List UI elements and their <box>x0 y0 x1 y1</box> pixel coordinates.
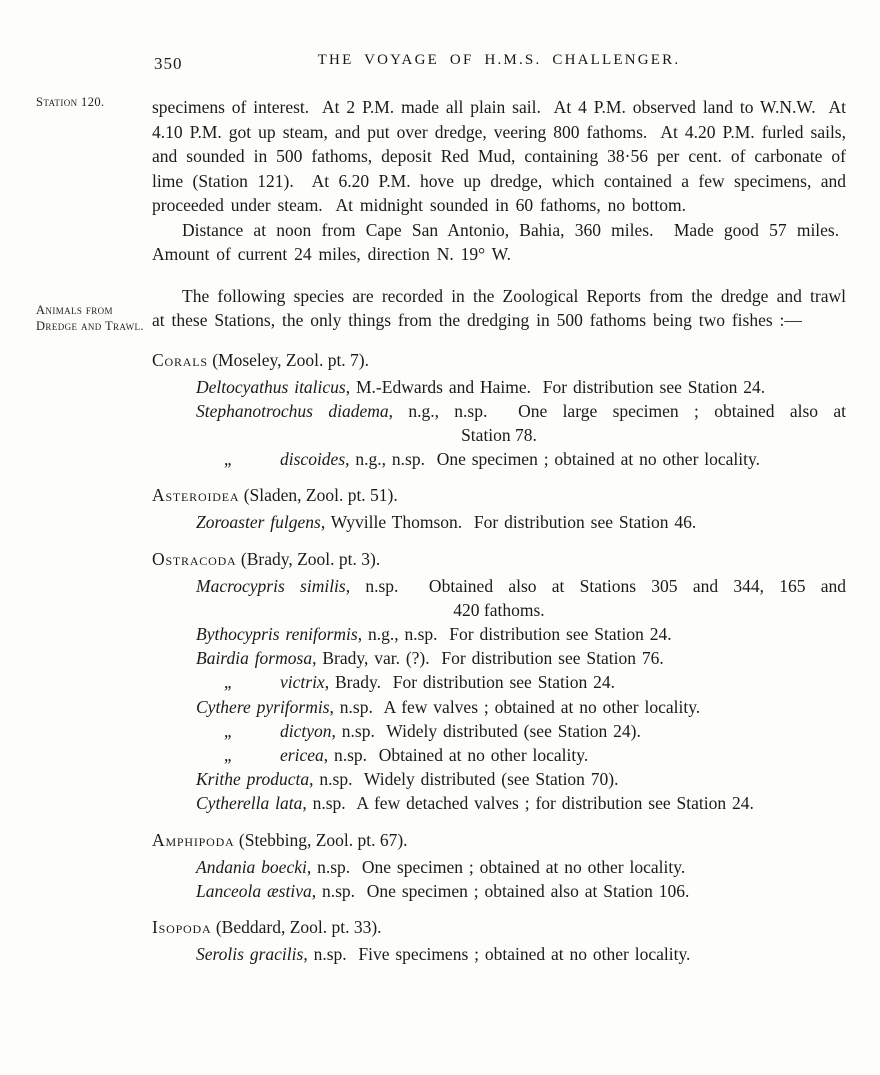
entry-text: , n.sp. One specimen ; obtained at no other locality. <box>306 856 686 877</box>
species-entry <box>152 447 846 471</box>
section-heading-info: (Beddard, Zool. pt. 33). <box>211 916 382 937</box>
paragraph-distance: Distance at noon from Cape San Antonio, Bahia, 360 miles. Made good 57 miles. Amount of current 24 miles, direction N. 19° W. <box>152 219 846 264</box>
entry-text: , n.sp. Widely distributed (see Station 24). <box>331 720 641 741</box>
section-heading <box>152 348 846 372</box>
species-name: Bairdia formosa <box>196 648 313 669</box>
species-name: Krithe producta <box>196 769 310 790</box>
section-heading-name: Ostracoda <box>152 548 237 569</box>
entry-text: , n.g., n.sp. For distribution see Station 24. <box>357 623 672 644</box>
section-heading-info: (Stebbing, Zool. pt. 67). <box>234 829 408 850</box>
section-heading-name: Amphipoda <box>152 829 235 850</box>
section-heading-name: Isopoda <box>152 916 212 937</box>
ditto-mark: ,, <box>224 744 231 765</box>
species-entry <box>152 510 846 534</box>
entry-text: , n.sp. Five specimens ; obtained at no other locality. <box>303 943 691 964</box>
section-ostracoda <box>152 547 846 816</box>
section-heading-info: (Sladen, Zool. pt. 51). <box>239 485 398 506</box>
page-number: 350 <box>154 54 183 73</box>
section-heading <box>152 547 846 571</box>
species-name: Cytherella lata <box>196 793 303 814</box>
entry-text: , n.sp. Widely distributed (see Station 70). <box>309 769 619 790</box>
section-heading-name: Asteroidea <box>152 485 240 506</box>
species-entry <box>152 942 846 966</box>
species-name: dictyon <box>280 720 332 741</box>
entry-text: , n.sp. One specimen ; obtained also at Station 106. <box>311 880 690 901</box>
species-entry <box>152 695 846 719</box>
species-entry <box>152 855 846 879</box>
species-entry <box>152 670 846 694</box>
entry-text: , n.sp. Obtained also at Stations 305 and 344, 165 and <box>345 575 846 596</box>
section-corals <box>152 348 846 472</box>
ditto-mark: ,, <box>224 672 231 693</box>
species-entry <box>152 791 846 815</box>
entry-text: , n.sp. Obtained at no other locality. <box>323 744 589 765</box>
ditto-mark: ,, <box>224 449 231 470</box>
entry-text: , n.g., n.sp. One specimen ; obtained at no other locality. <box>345 449 760 470</box>
species-name: Deltocyathus italicus <box>196 376 346 397</box>
section-heading-name: Corals <box>152 349 208 370</box>
paragraph-station-log: specimens of interest. At 2 P.M. made all plain sail. At 4 P.M. observed land to W.N.W. At 4.10 P.M. got up steam, and put over dredge, veering 800 fathoms. At 4.20 P.M. furled sails, and sounded in 500 fathoms, deposit Red Mud, containing 38·56 per cent. of carbonate of lime (Station 121). At 6.20 P.M. hove up dredge, which contained a few specimens, and proceeded under steam. At midnight sounded in 60 fathoms, no bottom. <box>152 97 846 215</box>
species-entry <box>152 375 846 399</box>
entry-text: , n.sp. A few detached valves ; for distribution see Station 24. <box>302 793 754 814</box>
species-name: Macrocypris similis <box>196 575 346 596</box>
entry-continuation: 420 fathoms. <box>453 599 545 620</box>
entry-text: , Wyville Thomson. For distribution see Station 46. <box>320 512 697 533</box>
running-head: THE VOYAGE OF H.M.S. CHALLENGER. <box>317 52 681 68</box>
species-name: Stephanotrochus diadema <box>196 400 389 421</box>
margin-note-animals: Animals from Dredge and Trawl. <box>36 303 144 333</box>
species-entry <box>152 767 846 791</box>
entry-text: , Brady, var. (?). For distribution see Station 76. <box>312 648 664 669</box>
entry-continuation: Station 78. <box>461 424 537 445</box>
species-name: Andania boecki <box>196 856 307 877</box>
section-heading <box>152 483 846 507</box>
entry-text: , n.g., n.sp. One large specimen ; obtained also at <box>388 400 847 421</box>
species-name: Serolis gracilis <box>196 943 304 964</box>
page-header <box>152 52 846 76</box>
species-entry <box>152 399 846 423</box>
ditto-mark: ,, <box>224 720 231 741</box>
species-entry <box>152 646 846 670</box>
species-entry <box>152 574 846 598</box>
section-asteroidea <box>152 483 846 534</box>
section-isopoda <box>152 915 846 966</box>
entry-text: , Brady. For distribution see Station 24. <box>324 672 616 693</box>
species-entry <box>152 879 846 903</box>
section-heading <box>152 915 846 939</box>
paragraph-species-intro: The following species are recorded in the Zoological Reports from the dredge and trawl at these Stations, the only things from the dredging in 500 fathoms being two fishes :— <box>152 285 846 330</box>
section-heading-info: (Moseley, Zool. pt. 7). <box>207 349 370 370</box>
margin-note-station: Station 120. <box>36 95 105 109</box>
species-name: Zoroaster fulgens <box>196 512 321 533</box>
text-column <box>152 52 846 966</box>
species-name: victrix <box>280 672 325 693</box>
section-heading-info: (Brady, Zool. pt. 3). <box>236 548 381 569</box>
species-name: Lanceola æstiva <box>196 880 312 901</box>
species-entry <box>152 719 846 743</box>
species-name: Cythere pyriformis <box>196 696 330 717</box>
section-amphipoda <box>152 828 846 903</box>
species-entry <box>152 743 846 767</box>
species-name: ericea <box>280 744 324 765</box>
section-heading <box>152 828 846 852</box>
species-entry <box>152 622 846 646</box>
entry-text: , n.sp. A few valves ; obtained at no other locality. <box>329 696 701 717</box>
species-name: Bythocypris reniformis <box>196 623 358 644</box>
species-name: discoides <box>280 449 346 470</box>
entry-text: , M.-Edwards and Haime. For distribution see Station 24. <box>345 376 766 397</box>
